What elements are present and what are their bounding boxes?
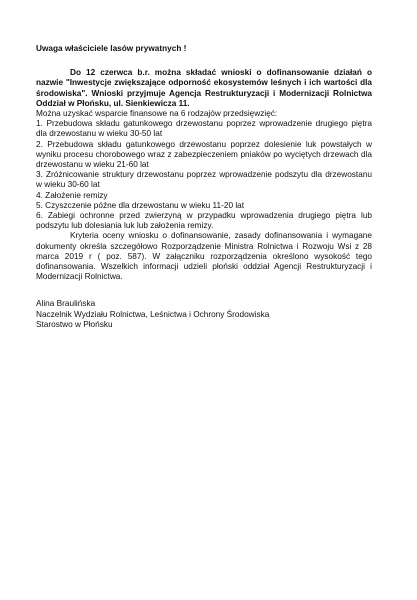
intro-line: Można uzyskać wsparcie finansowe na 6 rodzajów przedsięwzięć: — [36, 109, 278, 119]
signatory-position: Naczelnik Wydziału Rolnictwa, Leśnictwa i Ochrony Środowiska — [36, 309, 270, 319]
list-item: 5. Czyszczenie późne dla drzewostanu w wieku 11-20 lat — [36, 200, 245, 210]
notice-title: Uwaga właściciele lasów prywatnych ! — [36, 44, 187, 53]
list-item: 3. Zróżnicowanie struktury drzewostanu poprzez wprowadzenie podszytu dla drzewostanu w wieku 30-60 lat — [36, 170, 372, 190]
lead-paragraph: Do 12 czerwca b.r. można składać wnioski o dofinansowanie działań o nazwie "Inwestycje zwiększające odporność ekosystemów leśnych i ich wartości dla środowiska". Wnioski przyjmuje Agencja Restrukturyzacji i Modernizacji Rolnictwa Oddział w Płońsku, ul. Sienkiewicza 11. — [36, 68, 372, 108]
signatory-office: Starostwo w Płońsku — [36, 319, 113, 329]
list-item: 6. Zabiegi ochronne przed zwierzyną w przypadku wprowadzenia drugiego piętra lub podszytu lub dolesiania luk lub założenia remizy. — [36, 211, 372, 231]
document-body — [36, 44, 372, 330]
support-list — [36, 119, 372, 231]
criteria-paragraph: Kryteria oceny wniosku o dofinansowanie, zasady dofinansowania i wymagane dokumenty określa szczegółowo Rozporządzenie Ministra Rolnictwa i Rozwoju Wsi z 28 marca 2019 r ( poz. 587). W załączniku rozporządzenia określono wysokość tego dofinansowania. Wszelkich informacji udzieli płoński oddział Agencji Restrukturyzacji i Modernizacji Rolnictwa. — [36, 231, 372, 282]
list-item: 2. Przebudowa składu gatunkowego drzewostanu poprzez dolesienie luk powstałych w wyniku procesu chorobowego wraz z zabezpieczeniem pniaków po wyciętych drzewach dla drzewostanu w wieku 21-60 lat — [36, 139, 372, 170]
signature-block — [36, 299, 372, 330]
signatory-name: Alina Braulińska — [36, 299, 96, 309]
list-item: 1. Przebudowa składu gatunkowego drzewostanu poprzez wprowadzenie drugiego piętra dla drzewostanu w wieku 30-50 lat — [36, 119, 372, 139]
list-item: 4. Założenie remizy — [36, 190, 108, 200]
